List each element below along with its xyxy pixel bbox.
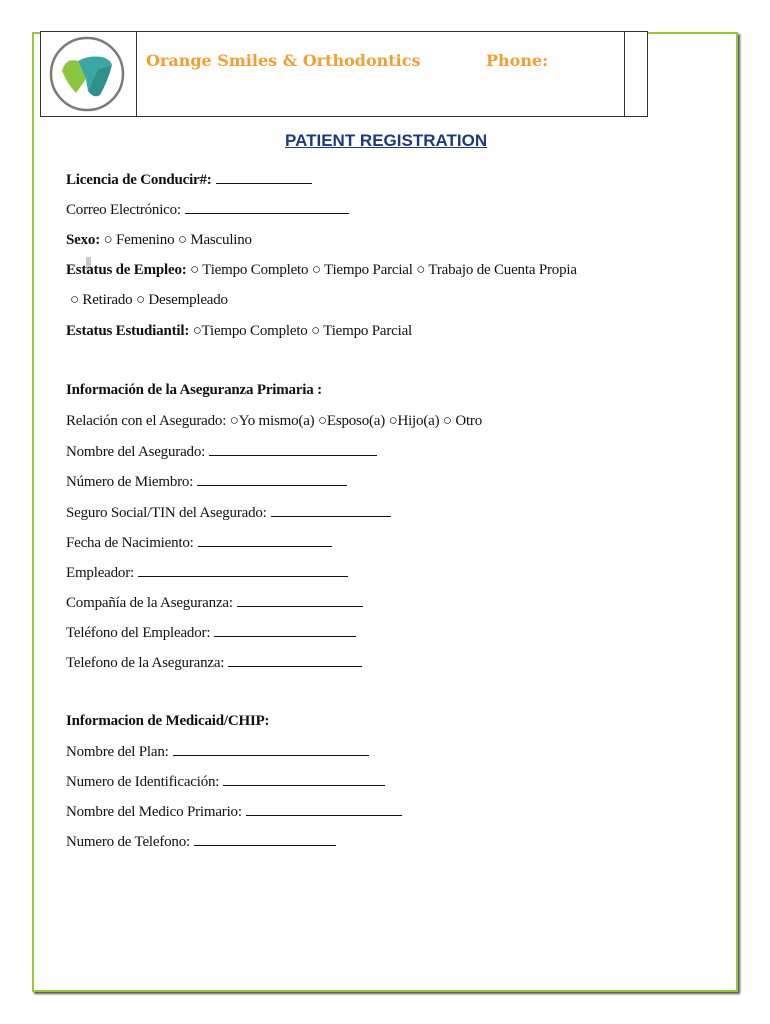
primary-insurance-heading: Información de la Aseguranza Primaria : <box>66 382 322 398</box>
plan-name-field <box>66 743 369 761</box>
employment-field-2 <box>70 292 228 309</box>
plan-name-label: Nombre del Plan: <box>66 744 169 760</box>
student-field <box>66 323 412 340</box>
header-divider-right <box>624 32 625 116</box>
employment-options-1[interactable]: ○ Tiempo Completo ○ Tiempo Parcial ○ Trabajo de Cuenta Propia <box>190 262 577 278</box>
clinic-name: Orange Smiles & Orthodontics <box>146 51 421 70</box>
member-number-field <box>66 473 347 491</box>
id-number-field <box>66 773 385 791</box>
employer-phone-blank[interactable] <box>214 624 356 637</box>
email-field <box>66 201 349 219</box>
ssn-tin-blank[interactable] <box>271 504 391 517</box>
sex-label: Sexo: <box>66 232 100 248</box>
student-options[interactable]: ○Tiempo Completo ○ Tiempo Parcial <box>192 323 413 339</box>
letterhead <box>40 31 648 117</box>
employment-field <box>66 262 577 279</box>
employment-options-2[interactable]: ○ Retirado ○ Desempleado <box>70 292 228 308</box>
company-field <box>66 594 363 612</box>
header-divider-left <box>136 32 137 116</box>
clinic-logo-icon <box>48 35 126 113</box>
employer-phone-label: Teléfono del Empleador: <box>66 625 211 641</box>
member-number-label: Número de Miembro: <box>66 474 194 490</box>
license-field <box>66 171 312 189</box>
sex-field <box>66 232 252 249</box>
license-blank[interactable] <box>216 171 312 184</box>
license-label: Licencia de Conducir#: <box>66 172 212 188</box>
phone-number-blank[interactable] <box>194 833 336 846</box>
email-blank[interactable] <box>185 201 349 214</box>
medicaid-heading: Informacion de Medicaid/CHIP: <box>66 713 270 729</box>
phone-number-field <box>66 833 336 851</box>
primary-doctor-field <box>66 803 402 821</box>
dob-blank[interactable] <box>198 534 332 547</box>
company-blank[interactable] <box>237 594 363 607</box>
relation-options[interactable]: Relación con el Asegurado: ○Yo mismo(a) ○Esposo(a) ○Hijo(a) ○ Otro <box>66 413 483 429</box>
insured-name-label: Nombre del Asegurado: <box>66 444 206 460</box>
primary-doctor-label: Nombre del Medico Primario: <box>66 804 242 820</box>
plan-name-blank[interactable] <box>173 743 369 756</box>
employer-field <box>66 564 348 582</box>
ssn-tin-label: Seguro Social/TIN del Asegurado: <box>66 505 267 521</box>
employer-label: Empleador: <box>66 565 134 581</box>
dob-label: Fecha de Nacimiento: <box>66 535 194 551</box>
phone-number-label: Numero de Telefono: <box>66 834 191 850</box>
id-number-blank[interactable] <box>223 773 385 786</box>
form-title: PATIENT REGISTRATION <box>285 131 488 150</box>
employment-label: Estatus de Empleo: <box>66 262 187 278</box>
insured-name-blank[interactable] <box>209 443 377 456</box>
sex-options[interactable]: ○ Femenino ○ Masculino <box>103 232 252 248</box>
company-label: Compañía de la Aseguranza: <box>66 595 233 611</box>
student-label: Estatus Estudiantil: <box>66 323 190 339</box>
insurance-phone-blank[interactable] <box>228 654 362 667</box>
dob-field <box>66 534 332 552</box>
email-label: Correo Electrónico: <box>66 202 181 218</box>
insured-name-field <box>66 443 377 461</box>
ssn-tin-field <box>66 504 391 522</box>
insurance-phone-field <box>66 654 362 672</box>
member-number-blank[interactable] <box>197 473 347 486</box>
employer-phone-field <box>66 624 356 642</box>
insurance-phone-label: Telefono de la Aseguranza: <box>66 655 225 671</box>
employer-blank[interactable] <box>138 564 348 577</box>
id-number-label: Numero de Identificación: <box>66 774 220 790</box>
phone-label: Phone: <box>486 51 549 70</box>
primary-doctor-blank[interactable] <box>246 803 402 816</box>
relation-field <box>66 413 482 430</box>
